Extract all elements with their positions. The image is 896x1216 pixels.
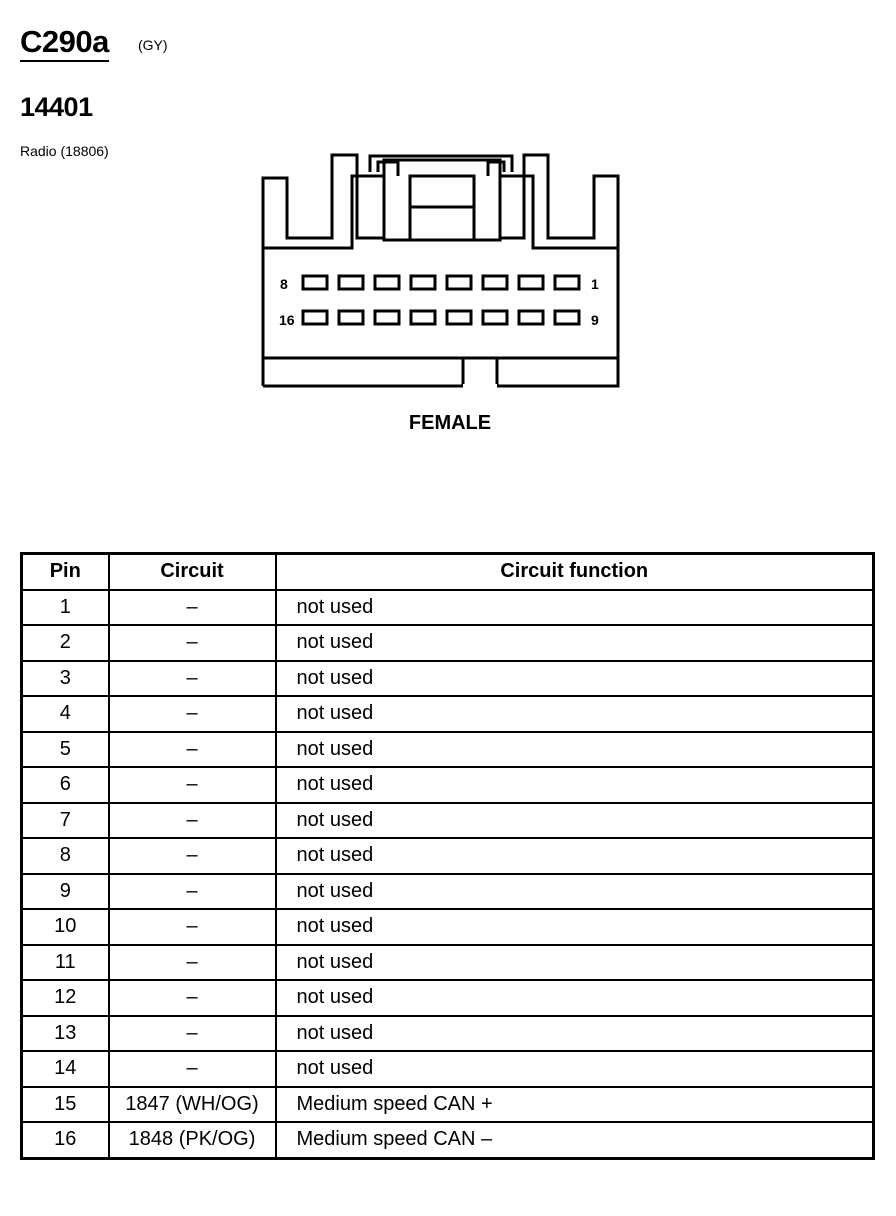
pin-cavity [483,276,507,289]
pin-cell: 12 [22,980,109,1016]
pin-cavity [375,311,399,324]
pin-cell: 10 [22,909,109,945]
pin-label-bottom-right: 9 [591,312,599,328]
pin-cell: 1 [22,590,109,626]
function-cell: not used [276,945,874,981]
pin-cavity [555,276,579,289]
table-row [22,696,874,732]
circuit-cell: – [109,803,276,839]
header-circuit-function: Circuit function [276,554,874,590]
pin-cell: 11 [22,945,109,981]
header-circuit: Circuit [109,554,276,590]
table-row [22,1016,874,1052]
function-cell: Medium speed CAN – [276,1122,874,1158]
table-row [22,838,874,874]
table-row [22,1051,874,1087]
function-cell: Medium speed CAN + [276,1087,874,1123]
function-cell: not used [276,874,874,910]
function-cell: not used [276,803,874,839]
pin-cavity [411,276,435,289]
table-row [22,732,874,768]
pin-cavity [339,311,363,324]
pin-cavity [519,276,543,289]
table-row [22,980,874,1016]
pin-cell: 14 [22,1051,109,1087]
circuit-cell: – [109,732,276,768]
circuit-cell: – [109,909,276,945]
circuit-cell: 1847 (WH/OG) [109,1087,276,1123]
table-row [22,1087,874,1123]
pin-cavity [303,276,327,289]
circuit-cell: – [109,838,276,874]
part-number: 14401 [20,92,93,122]
pin-cavity [555,311,579,324]
table-row [22,909,874,945]
gender-label: FEMALE [408,412,492,434]
pin-cavity [339,276,363,289]
function-cell: not used [276,661,874,697]
connector-color: (GY) [138,37,168,53]
circuit-cell: – [109,1016,276,1052]
function-cell: not used [276,909,874,945]
circuit-cell: – [109,1051,276,1087]
pin-label-top-right: 1 [591,276,599,292]
pin-cell: 5 [22,732,109,768]
function-cell: not used [276,980,874,1016]
pin-cell: 8 [22,838,109,874]
table-row [22,803,874,839]
pin-cavity [519,311,543,324]
table-row [22,767,874,803]
table-row [22,874,874,910]
function-cell: not used [276,625,874,661]
connector-id: C290a [20,26,109,62]
pin-label-top-left: 8 [280,276,288,292]
function-cell: not used [276,1051,874,1087]
pin-cell: 16 [22,1122,109,1158]
circuit-cell: – [109,980,276,1016]
function-cell: not used [276,590,874,626]
function-cell: not used [276,767,874,803]
pin-cavity [447,276,471,289]
component-name: Radio (18806) [20,143,109,159]
pin-label-bottom-left: 16 [279,312,295,328]
pin-cell: 7 [22,803,109,839]
pin-cell: 3 [22,661,109,697]
circuit-cell: – [109,696,276,732]
table-row [22,1122,874,1158]
table-row [22,590,874,626]
pin-cell: 6 [22,767,109,803]
circuit-cell: – [109,874,276,910]
pin-cell: 9 [22,874,109,910]
pin-cell: 13 [22,1016,109,1052]
function-cell: not used [276,1016,874,1052]
table-row [22,945,874,981]
pin-cavity [411,311,435,324]
pin-cell: 15 [22,1087,109,1123]
header-pin: Pin [22,554,109,590]
circuit-cell: – [109,767,276,803]
pin-cavity [303,311,327,324]
table-row [22,661,874,697]
circuit-cell: – [109,625,276,661]
function-cell: not used [276,838,874,874]
circuit-cell: 1848 (PK/OG) [109,1122,276,1158]
function-cell: not used [276,732,874,768]
pin-cavity [483,311,507,324]
circuit-cell: – [109,661,276,697]
circuit-cell: – [109,590,276,626]
pin-cell: 2 [22,625,109,661]
pin-cavity [375,276,399,289]
pin-cavity [447,311,471,324]
connector-outline [263,155,618,386]
pin-cell: 4 [22,696,109,732]
connector-latch [384,160,500,240]
function-cell: not used [276,696,874,732]
pin-table [20,552,875,1160]
table-row [22,625,874,661]
connector-face-diagram [0,0,896,440]
circuit-cell: – [109,945,276,981]
table-header-row [22,554,874,590]
